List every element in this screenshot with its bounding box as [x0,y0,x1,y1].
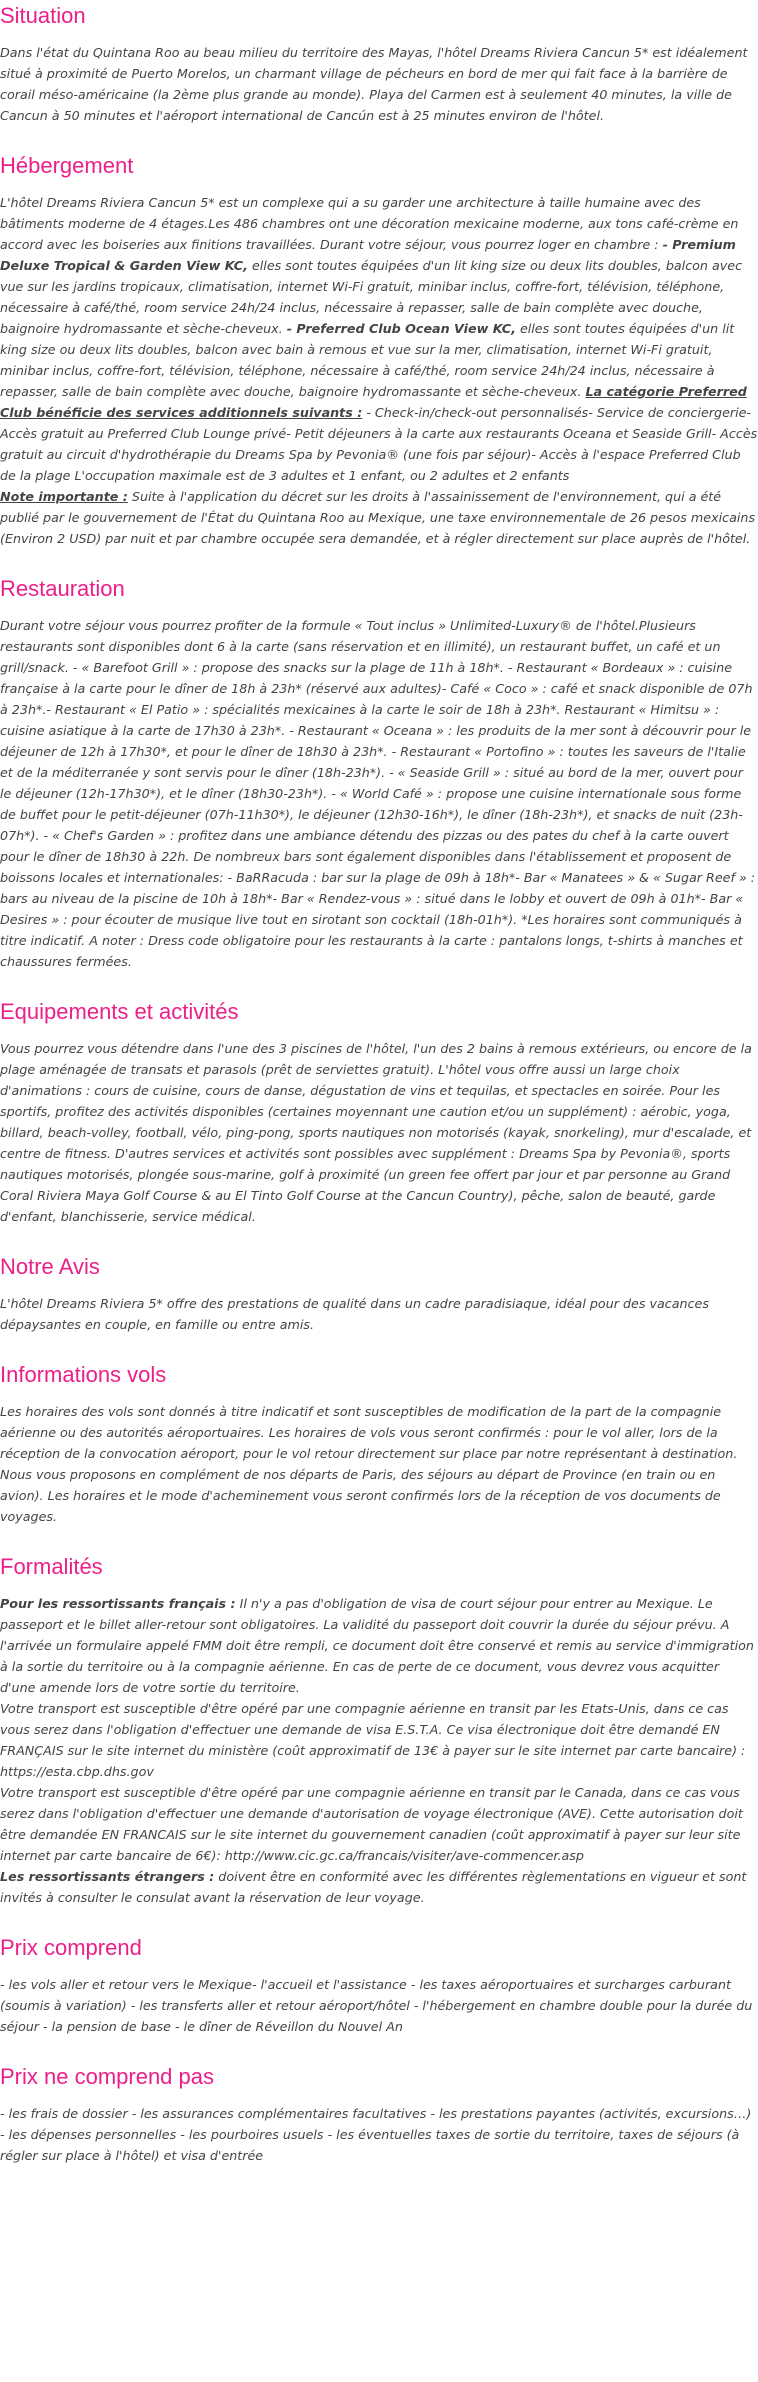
note-text: Suite à l'application du décret sur les droits à l'assainissement de l'environnement, qui a été publié par le gouvernement de l'État du Quintana Roo au Mexique, une taxe environnementale de 26 pesos mexicains (Environ 2 USD) par nuit et par chambre occupée sera demandée, et à régler directement sur place auprès de l'hôtel. [0,489,756,546]
club-services-list: - Check-in/check-out personnalisés- Service de conciergerie- Accès gratuit au Preferred Club Lounge privé- Petit déjeuners à la carte aux restaurants Oceana et Seaside Grill- Accès gratuit au circuit d'hydrothérapie du Dreams Spa by Pevonia® (une fois par séjour)- Accès à l'espace Preferred Club de la plage L'occupation maximale est de 3 adultes et 1 enfant, ou 2 adultes et 2 enfants [0,405,758,483]
equipements-text: Vous pourrez vous détendre dans l'une des 3 piscines de l'hôtel, l'un des 2 bains à remous extérieurs, ou encore de la plage aménagée de transats et parasols (prêt de serviettes gratuit). L'hôtel vous offre aussi un large choix d'animations : cours de cuisine, cours de danse, dégustation de vins et tequilas, et spectacles en soirée. Pour les sportifs, profitez des activités disponibles (certaines moyennant une caution et/ou un supplément) : aérobic, yoga, billard, beach-volley, football, vélo, ping-pong, sports nautiques non motorisés (kayak, snorkeling), mur d'escalade, et centre de fitness. D'autres services et activités sont possibles avec supplément : Dreams Spa by Pevonia®, sports nautiques motorisés, plongée sous-marine, golf à proximité (un green fee offert par jour et par personne au Grand Coral Riviera Maya Golf Course & au El Tinto Golf Course at the Cancun Country), pêche, salon de beauté, garde d'enfant, blanchisserie, service médical. [0,1041,752,1224]
prix-ne-comprend-title: Prix ne comprend pas [0,2064,214,2089]
avis-text: L'hôtel Dreams Riviera 5* offre des prestations de qualité dans un cadre paradisiaque, idéal pour des vacances dépaysantes en couple, en famille ou entre amis. [0,1296,709,1332]
section-formalites [0,1553,758,1908]
hebergement-title: Hébergement [0,153,134,178]
section-prix-comprend [0,1934,758,2037]
equipements-title: Equipements et activités [0,999,239,1024]
prix-ne-comprend-text: - les frais de dossier - les assurances complémentaires facultatives - les prestations payantes (activités, excursions…) - les dépenses personnelles - les pourboires usuels - les éventuelles taxes de sortie du territoire, taxes de séjours (à régler sur place à l'hôtel) et visa d'entrée [0,2106,752,2163]
situation-text: Dans l'état du Quintana Roo au beau milieu du territoire des Mayas, l'hôtel Dreams Riviera Cancun 5* est idéalement situé à proximité de Puerto Morelos, un charmant village de pécheurs en bord de mer qui fait face à la barrière de corail méso-américaine (la 2ème plus grande au monde). Playa del Carmen est à seulement 40 minutes, la ville de Cancun à 50 minutes et l'aéroport international de Cancún est à 25 minutes environ de l'hôtel. [0,45,748,123]
room-premium-deluxe-name: - Premium Deluxe Tropical & Garden View KC, [0,237,736,273]
formalites-text [0,1593,758,1908]
vols-text: Les horaires des vols sont donnés à titre indicatif et sont susceptibles de modification de la part de la compagnie aérienne ou des autorités aéroportuaires. Les horaires de vols vous seront confirmés : pour le vol aller, lors de la réception de la convocation aéroport, pour le vol retour directement sur place par notre représentant à destination. Nous vous proposons en complément de nos départs de Paris, des séjours au départ de Province (en train ou en avion). Les horaires et le mode d'acheminement vous seront confirmés lors de la réception de vos documents de voyages. [0,1404,738,1524]
hebergement-text [0,192,758,549]
hebergement-intro: L'hôtel Dreams Riviera Cancun 5* est un complexe qui a su garder une architecture à taille humaine avec des bâtiments moderne de 4 étages.Les 486 chambres ont une décoration mexicaine moderne, aux tons café-crème en accord avec les boiseries aux finitions travaillées. Durant votre séjour, vous pourrez loger en chambre : [0,195,739,252]
section-hebergement [0,152,758,549]
section-equipements [0,998,758,1227]
transit-canada-text: Votre transport est susceptible d'être opéré par une compagnie aérienne en transit par le Canada, dans ce cas vous serez dans l'obligation d'effectuer une demande d'autorisation de voyage électronique (AVE). Cette autorisation doit être demandée EN FRANCAIS sur le site internet du gouvernement canadien (coût approximatif à payer sur leur site internet par carte bancaire de 6€): http://www.cic.gc.ca/francais/visiter/ave-commencer.asp [0,1785,743,1863]
prix-comprend-text: - les vols aller et retour vers le Mexique- l'accueil et l'assistance - les taxes aéroportuaires et surcharges carburant (soumis à variation) - les transferts aller et retour aéroport/hôtel - l'hébergement en chambre double pour la durée du séjour - la pension de base - le dîner de Réveillon du Nouvel An [0,1977,753,2034]
room-preferred-club-name: - Preferred Club Ocean View KC, [286,321,516,336]
section-vols [0,1361,758,1527]
section-situation [0,0,758,126]
formalites-title: Formalités [0,1554,103,1579]
situation-title: Situation [0,3,86,28]
section-avis [0,1253,758,1335]
note-label: Note importante : [0,489,128,504]
french-nationals-label: Pour les ressortissants français : [0,1596,236,1611]
room-preferred-club-desc: elles sont toutes équipées d'un lit king size ou deux lits doubles, balcon avec bain à remous et vue sur la mer, climatisation, internet Wi-Fi gratuit, minibar inclus, coffre-fort, télévision, téléphone, nécessaire à café/thé, room service 24h/24 inclus, nécessaire à repasser, salle de bain complète avec douche, baignoire hydromassante et sèche-cheveux. [0,321,735,399]
prix-comprend-title: Prix comprend [0,1935,142,1960]
room-premium-deluxe-desc: elles sont toutes équipées d'un lit king size ou deux lits doubles, balcon avec vue sur les jardins tropicaux, climatisation, internet Wi-Fi gratuit, minibar inclus, coffre-fort, télévision, téléphone, nécessaire à café/thé, room service 24h/24 inclus, nécessaire à repasser, salle de bain complète avec douche, baignoire hydromassante et sèche-cheveux. [0,258,743,336]
transit-usa-text: Votre transport est susceptible d'être opéré par une compagnie aérienne en transit par les Etats-Unis, dans ce cas vous serez dans l'obligation d'effectuer une demande de visa E.S.T.A. Ce visa électronique doit être demandé EN FRANÇAIS sur le site internet du ministère (coût approximatif de 13€ à payer sur le site internet par carte bancaire) : https://esta.cbp.dhs.gov [0,1701,746,1779]
restauration-title: Restauration [0,576,125,601]
avis-title: Notre Avis [0,1254,100,1279]
vols-title: Informations vols [0,1362,167,1387]
section-restauration [0,575,758,972]
section-prix-ne-comprend [0,2063,758,2166]
foreign-nationals-label: Les ressortissants étrangers : [0,1869,215,1884]
foreign-nationals-text: doivent être en conformité avec les différentes règlementations en vigueur et sont invités à consulter le consulat avant la réservation de leur voyage. [0,1869,747,1905]
restauration-text: Durant votre séjour vous pourrez profiter de la formule « Tout inclus » Unlimited-Luxury® de l'hôtel.Plusieurs restaurants sont disponibles dont 6 à la carte (sans réservation et en illimité), un restaurant buffet, un café et un grill/snack. - « Barefoot Grill » : propose des snacks sur la plage de 11h à 18h*. - Restaurant « Bordeaux » : cuisine française à la carte pour le dîner de 18h à 23h* (réservé aux adultes)- Café « Coco » : café et snack disponible de 07h à 23h*.- Restaurant « El Patio » : spécialités mexicaines à la carte le soir de 18h à 23h*. Restaurant « Himitsu » : cuisine asiatique à la carte de 17h30 à 23h*. - Restaurant « Oceana » : les produits de la mer sont à découvrir pour le déjeuner de 12h à 17h30*, et pour le dîner de 18h30 à 23h*. - Restaurant « Portofino » : toutes les saveurs de l'Italie et de la méditerranée y sont servis pour le dîner (18h-23h*). - « Seaside Grill » : situé au bord de la mer, ouvert pour le déjeuner (12h-17h30*), et le dîner (18h30-23h*). - « World Café » : propose une cuisine internationale sous forme de buffet pour le petit-déjeuner (07h-11h30*), le déjeuner (12h30-16h*), le dîner (18h-23h*), et snacks de nuit (23h-07h*). - « Chef's Garden » : profitez dans une ambiance détendu des pizzas ou des pates du chef à la carte ouvert pour le dîner de 18h30 à 22h. De nombreux bars sont également disponibles dans l'établissement et proposent de boissons locales et internationales: - BaRRacuda : bar sur la plage de 09h à 18h*- Bar « Manatees » & « Sugar Reef » : bars au niveau de la piscine de 10h à 18h*- Bar « Rendez-vous » : situé dans le lobby et ouvert de 09h à 01h*- Bar « Desires » : pour écouter de musique live tout en sirotant son cocktail (18h-01h*). *Les horaires sont communiqués à titre indicatif. A noter : Dress code obligatoire pour les restaurants à la carte : pantalons longs, t-shirts à manches et chaussures fermées. [0,618,756,969]
french-nationals-text: Il n'y a pas d'obligation de visa de court séjour pour entrer au Mexique. Le passeport et le billet aller-retour sont obligatoires. La validité du passeport doit couvrir la durée du séjour prévu. A l'arrivée un formulaire appelé FMM doit être rempli, ce document doit être conservé et remis au service d'immigration à la sortie du territoire ou à la compagnie aérienne. En cas de perte de ce document, vous devrez vous acquitter d'une amende lors de votre sortie du territoire. [0,1596,754,1695]
club-services-heading: La catégorie Preferred Club bénéficie des services additionnels suivants : [0,384,747,420]
